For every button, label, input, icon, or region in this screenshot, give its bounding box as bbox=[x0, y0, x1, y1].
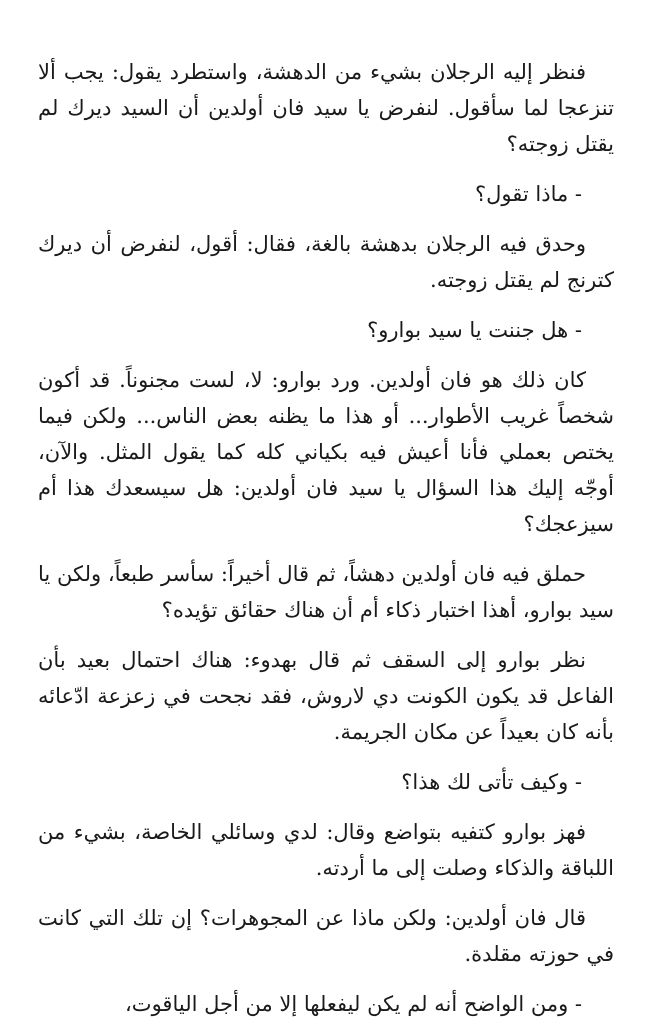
dialogue-line: - وكيف تأتى لك هذا؟ bbox=[401, 770, 582, 794]
paragraph: فهز بوارو كتفيه بتواضع وقال: لدي وسائلي الخاصة، بشيء من اللباقة والذكاء وصلت إلى ما أردته. bbox=[38, 820, 614, 880]
dialogue-line: - هل جننت يا سيد بوارو؟ bbox=[367, 318, 582, 342]
paragraph: نظر بوارو إلى السقف ثم قال بهدوء: هناك احتمال بعيد بأن الفاعل قد يكون الكونت دي لاروش، فقد نجحت في زعزعة ادّعائه بأنه كان بعيداً عن مكان الجريمة. bbox=[38, 648, 614, 744]
dialogue-line: - ومن الواضح أنه لم يكن ليفعلها إلا من أجل الياقوت، bbox=[125, 992, 582, 1016]
paragraph: قال فان أولدين: ولكن ماذا عن المجوهرات؟ إن تلك التي كانت في حوزته مقلدة. bbox=[38, 906, 614, 966]
paragraph: فنظر إليه الرجلان بشيء من الدهشة، واستطرد يقول: يجب ألا تنزعجا لما سأقول. لنفرض يا سيد فان أولدين أن السيد ديرك لم يقتل زوجته؟ bbox=[38, 60, 614, 156]
paragraph: كان ذلك هو فان أولدين. ورد بوارو: لا، لست مجنوناً. قد أكون شخصاً غريب الأطوار... أو هذا ما يظنه بعض الناس... ولكن فيما يختص بعملي فأنا أعيش فيه بكياني كله كما يقول المثل. والآن، أوجّه إليك هذا السؤال يا سيد فان أولدين: هل سيسعدك هذا أم سيزعجك؟ bbox=[38, 368, 614, 536]
paragraph: وحدق فيه الرجلان بدهشة بالغة، فقال: أقول، لنفرض أن ديرك كترنج لم يقتل زوجته. bbox=[38, 232, 614, 292]
dialogue-line: - ماذا تقول؟ bbox=[475, 182, 582, 206]
paragraph: حملق فيه فان أولدين دهشاً، ثم قال أخيراً: سأسر طبعاً، ولكن يا سيد بوارو، أهذا اختبار ذكاء أم أن هناك حقائق تؤيده؟ bbox=[38, 562, 614, 622]
book-page bbox=[38, 54, 614, 1036]
